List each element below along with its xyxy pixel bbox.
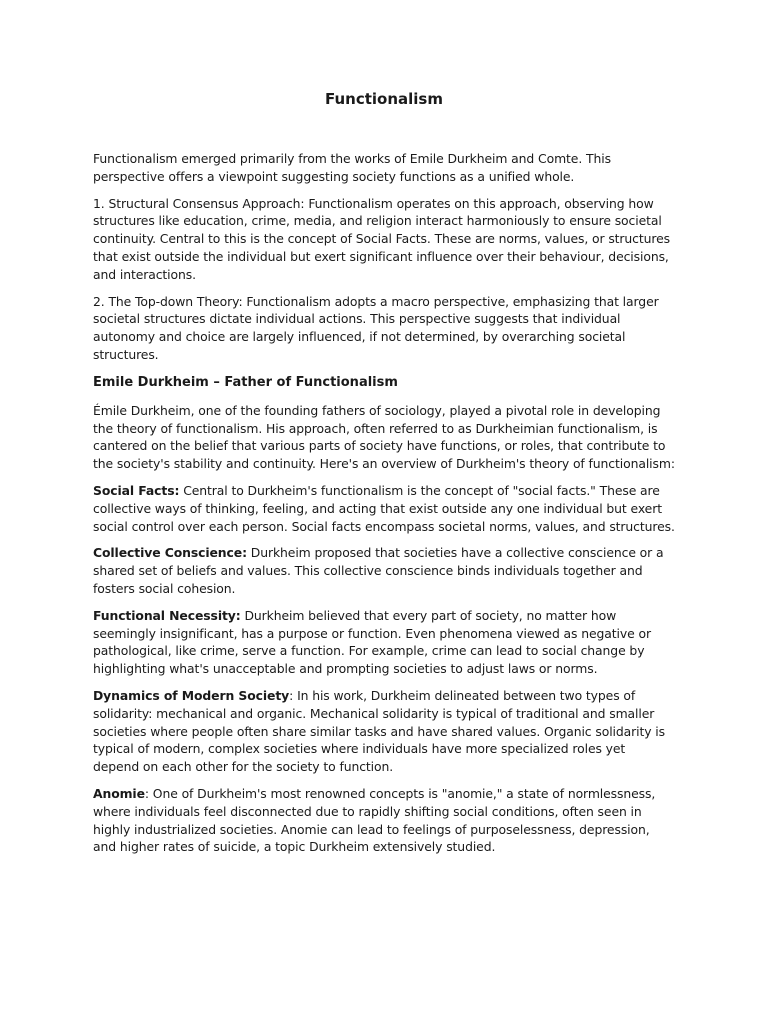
collective-conscience-paragraph <box>93 544 675 597</box>
functional-necessity-paragraph <box>93 607 675 678</box>
concept-text: Durkheim proposed that societies have a collective conscience or a shared set of beliefs and values. This collective conscience binds individuals together and fosters social cohesion. <box>93 545 664 596</box>
section-heading: Emile Durkheim – Father of Functionalism <box>93 374 398 390</box>
concept-term: Collective Conscience: <box>93 545 247 561</box>
top-down-theory-paragraph: 2. The Top-down Theory: Functionalism adopts a macro perspective, emphasizing that larger societal structures dictate individual actions. This perspective suggests that individual autonomy and choice are largely influenced, if not determined, by overarching societal structures. <box>93 293 659 362</box>
social-facts-paragraph <box>93 482 675 535</box>
concept-text: Central to Durkheim's functionalism is the concept of "social facts." These are collective ways of thinking, feeling, and acting that exist outside any one individual but exert social control over each person. Social facts encompass societal norms, values, and structures. <box>93 482 675 534</box>
structural-consensus-paragraph: 1. Structural Consensus Approach: Functionalism operates on this approach, observing how structures like education, crime, media, and religion interact harmoniously to ensure societal continuity. Central to this is the concept of Social Facts. These are norms, values, or structures that exist outside the individual but exert significant influence over their behaviour, decisions, and interactions. <box>93 195 670 282</box>
concept-text: Durkheim believed that every part of society, no matter how seemingly insignificant, has a purpose or function. Even phenomena viewed as negative or pathological, like crime, serve a function. For example, crime can lead to social change by highlighting what's unacceptable and prompting societies to adjust laws or norms. <box>93 607 651 677</box>
intro-paragraph: Functionalism emerged primarily from the works of Emile Durkheim and Comte. This perspective offers a viewpoint suggesting society functions as a unified whole. <box>93 151 611 184</box>
concept-text: : In his work, Durkheim delineated between two types of solidarity: mechanical and organic. Mechanical solidarity is typical of traditional and smaller societies where people often share similar tasks and have shared values. Organic solidarity is typical of modern, complex societies where individuals have more specialized roles yet depend on each other for the society to function. <box>93 687 665 775</box>
concept-term: Anomie <box>93 785 145 801</box>
concept-term: Functional Necessity: <box>93 607 241 623</box>
durkheim-intro-paragraph: Émile Durkheim, one of the founding fathers of sociology, played a pivotal role in developing the theory of functionalism. His approach, often referred to as Durkheimian functionalism, is cantered on the belief that various parts of society have functions, or roles, that contribute to the society's stability and continuity. Here's an overview of Durkheim's theory of functionalism: <box>93 402 675 472</box>
concept-term: Social Facts: <box>93 482 180 498</box>
page-title: Functionalism <box>324 90 443 108</box>
modern-society-paragraph <box>93 687 675 776</box>
concept-text: : One of Durkheim's most renowned concepts is "anomie," a state of normlessness, where individuals feel disconnected due to rapidly shifting social conditions, often seen in highly industrialized societies. Anomie can lead to feelings of purposelessness, depression, and higher rates of suicide, a topic Durkheim extensively studied. <box>93 785 656 855</box>
anomie-paragraph <box>93 785 675 856</box>
concept-term: Dynamics of Modern Society <box>93 687 290 703</box>
